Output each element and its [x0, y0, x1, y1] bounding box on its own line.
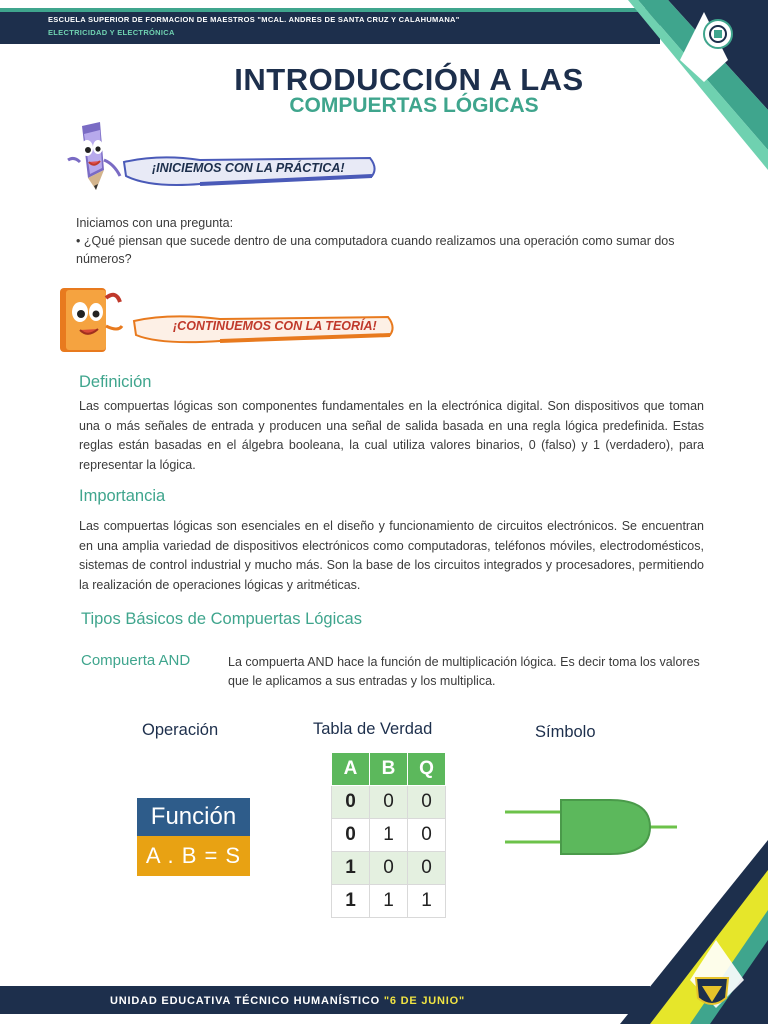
page-subtitle: COMPUERTAS LÓGICAS: [289, 94, 539, 117]
truth-table-cell: 1: [332, 852, 370, 885]
truth-table-header-cell: Q: [408, 753, 446, 786]
intro-lead: Iniciamos con una pregunta:: [76, 216, 234, 230]
and-gate-label: Compuerta AND: [81, 652, 191, 669]
importancia-heading: Importancia: [79, 487, 166, 505]
institution-logo-icon: [696, 14, 740, 54]
tipos-heading: Tipos Básicos de Compuertas Lógicas: [81, 610, 362, 628]
function-formula: A . B = S: [137, 836, 250, 876]
tabla-heading: Tabla de Verdad: [313, 720, 433, 738]
department-name: ELECTRICIDAD Y ELECTRÓNICA: [48, 28, 175, 37]
and-gate-description: La compuerta AND hace la función de multiplicación lógica. Es decir toma los valores que le aplicamos a sus entradas y los multiplica.: [228, 655, 700, 688]
truth-table-cell: 0: [408, 819, 446, 852]
importancia-text: Las compuertas lógicas son esenciales en el diseño y funcionamiento de circuitos electrónicos. Se encuentran en una amplia variedad de dispositivos electrónicos como computadoras, teléfonos móviles, electrodomésticos, sistemas de control industrial y mucho más. Son la base de los circuitos integrados y procesadores, permitiendo la realización de operaciones lógicas y aritméticas.: [79, 519, 704, 592]
truth-table-cell: 0: [408, 852, 446, 885]
truth-table-cell: 0: [408, 786, 446, 819]
truth-table-header: [332, 753, 446, 786]
truth-table-cell: 0: [370, 786, 408, 819]
footer-school-name: UNIDAD EDUCATIVA TÉCNICO HUMANÍSTICO: [110, 995, 380, 1007]
truth-table-cell: 1: [370, 819, 408, 852]
school-name: ESCUELA SUPERIOR DE FORMACION DE MAESTROS "MCAL. ANDRES DE SANTA CRUZ Y CALAHUMANA": [48, 15, 460, 24]
truth-table-cell: 1: [332, 885, 370, 918]
truth-table-cell: 0: [332, 819, 370, 852]
theory-banner-label: ¡CONTINUEMOS CON LA TEORÍA!: [173, 319, 377, 333]
intro-block: [76, 214, 728, 268]
book-mascot-icon: [50, 280, 130, 360]
footer-text: [110, 995, 465, 1007]
truth-table-cell: 0: [370, 852, 408, 885]
truth-table-header-cell: B: [370, 753, 408, 786]
truth-table-row: [332, 786, 446, 819]
footer-school-highlight: "6 DE JUNIO": [383, 995, 466, 1007]
truth-table-cell: 0: [332, 786, 370, 819]
truth-table-header-cell: A: [332, 753, 370, 786]
definicion-text: Las compuertas lógicas son componentes fundamentales en la electrónica digital. Son dispositivos que toman una o más señales de entrada y producen una señal de salida basada en una regla lógica predefinida. Estas reglas están basadas en el álgebra booleana, la cual utiliza valores binarios, 0 (falso) y 1 (verdadero), para representar la lógica.: [79, 399, 704, 472]
practice-banner-label: ¡INICIEMOS CON LA PRÁCTICA!: [152, 161, 345, 175]
intro-question: • ¿Qué piensan que sucede dentro de una computadora cuando realizamos una operación como sumar dos números?: [76, 234, 675, 266]
function-label: Función: [137, 798, 250, 836]
simbolo-heading: Símbolo: [535, 723, 596, 741]
definicion-heading: Definición: [79, 373, 152, 391]
truth-table-cell: 1: [370, 885, 408, 918]
operacion-heading: Operación: [142, 721, 219, 739]
school-crest-icon: [688, 972, 736, 1012]
header-dark-bar: [0, 8, 660, 44]
page-title: INTRODUCCIÓN A LAS: [234, 62, 584, 97]
truth-table-cell: 1: [408, 885, 446, 918]
header-accent-line: [0, 8, 650, 12]
pencil-mascot-icon: [60, 120, 124, 194]
